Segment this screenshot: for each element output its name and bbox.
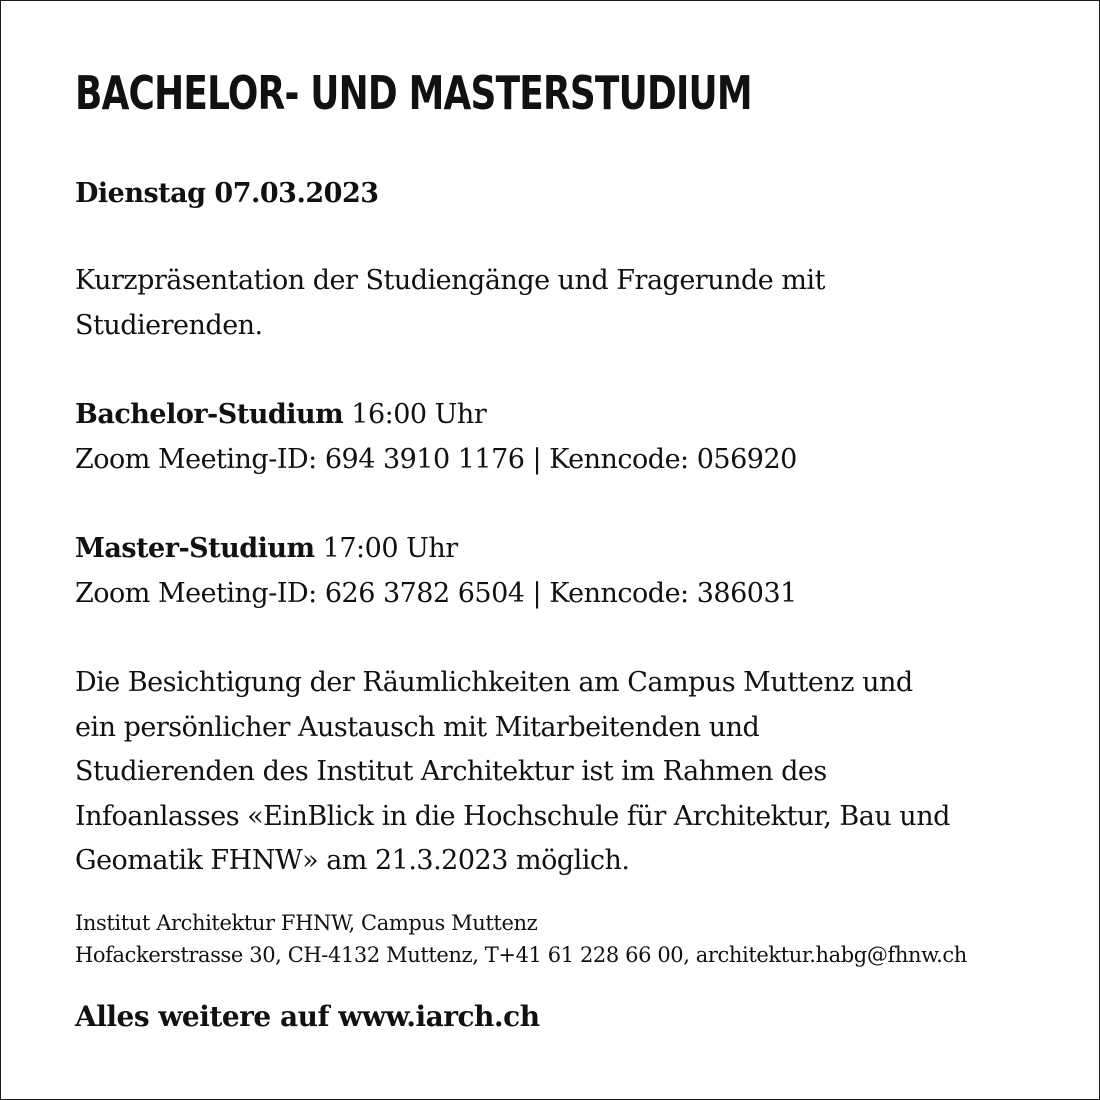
visit-info <box>75 661 950 884</box>
intro-line: Studierenden. <box>75 310 263 341</box>
contact-address <box>75 907 967 971</box>
master-heading <box>75 526 797 571</box>
intro-text <box>75 258 825 348</box>
bachelor-heading <box>75 392 797 437</box>
bachelor-zoom-details: Zoom Meeting-ID: 694 3910 1176 | Kenncode: 056920 <box>75 444 797 475</box>
info-line: Geomatik FHNW» am 21.3.2023 möglich. <box>75 845 630 876</box>
master-session <box>75 526 797 616</box>
info-line: Infoanlasses «EinBlick in die Hochschule für Architektur, Bau und <box>75 800 950 832</box>
intro-line: Kurzpräsentation der Studiengänge und Fragerunde mit <box>75 265 825 296</box>
info-line: Die Besichtigung der Räumlichkeiten am Campus Muttenz und <box>75 667 913 698</box>
website-call-to-action: Alles weitere auf www.iarch.ch <box>75 1000 540 1033</box>
master-label: Master-Studium <box>75 533 315 564</box>
master-time: 17:00 Uhr <box>314 533 458 564</box>
address-line: Hofackerstrasse 30, CH-4132 Muttenz, T+41 61 228 66 00, architektur.habg@fhnw.ch <box>75 943 967 967</box>
bachelor-session <box>75 392 797 482</box>
bachelor-time: 16:00 Uhr <box>343 399 487 430</box>
bachelor-label: Bachelor-Studium <box>75 399 344 430</box>
address-line: Institut Architektur FHNW, Campus Muttenz <box>75 911 538 935</box>
page-title: BACHELOR- UND MASTERSTUDIUM <box>75 66 752 120</box>
info-line: ein persönlicher Austausch mit Mitarbeitenden und <box>75 711 760 743</box>
event-date: Dienstag 07.03.2023 <box>75 178 379 209</box>
master-zoom-details: Zoom Meeting-ID: 626 3782 6504 | Kenncode: 386031 <box>75 578 797 609</box>
info-line: Studierenden des Institut Architektur ist im Rahmen des <box>75 756 827 787</box>
